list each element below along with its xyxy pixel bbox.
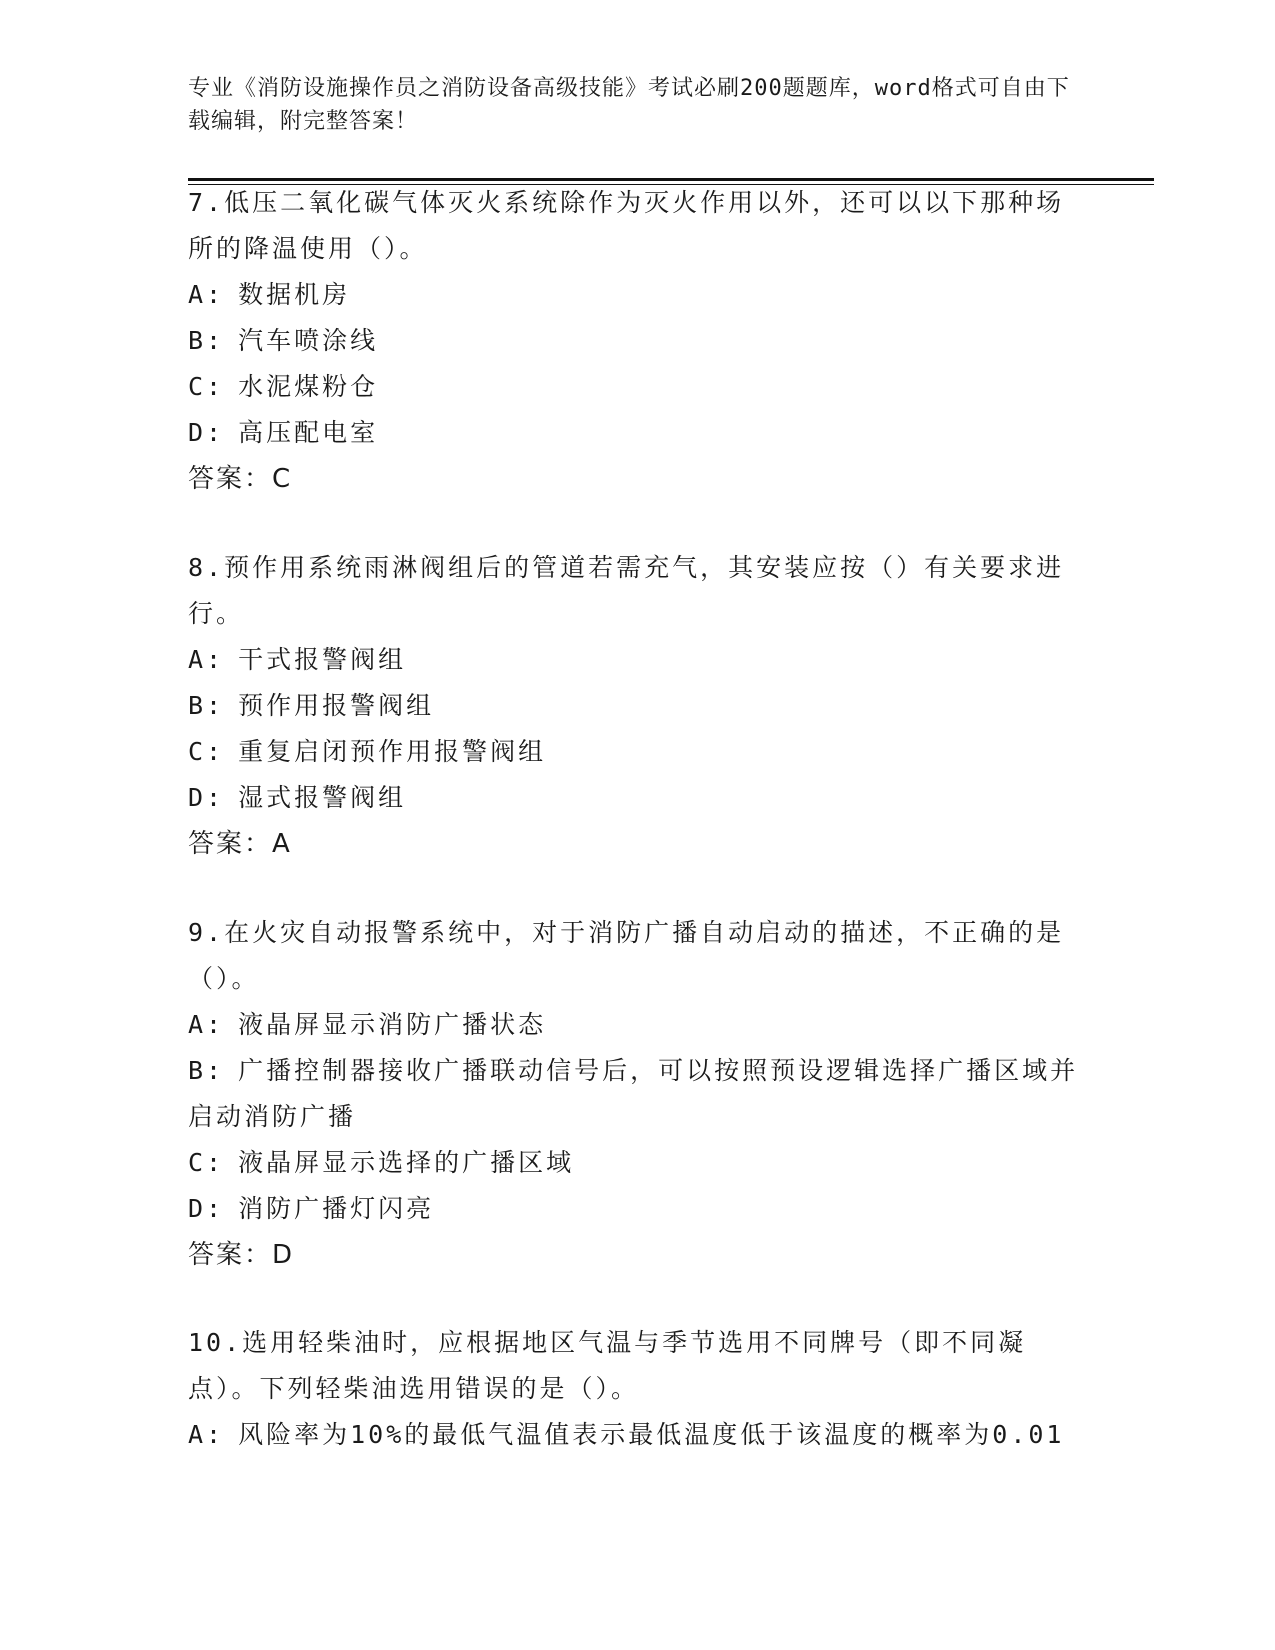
option-a bbox=[188, 637, 1088, 683]
option-letter: D: bbox=[188, 418, 225, 447]
question-8 bbox=[188, 545, 1088, 867]
option-text: 预作用报警阀组 bbox=[238, 691, 435, 720]
option-letter: A: bbox=[188, 1010, 225, 1039]
option-text: 液晶屏显示选择的广播区域 bbox=[238, 1148, 575, 1177]
option-letter: A: bbox=[188, 1420, 225, 1449]
answer: 答案：A bbox=[188, 829, 292, 859]
option-letter: B: bbox=[188, 326, 225, 355]
question-9 bbox=[188, 910, 1088, 1278]
option-b bbox=[188, 1048, 1088, 1140]
option-letter: C: bbox=[188, 372, 225, 401]
document-header: 专业《消防设施操作员之消防设备高级技能》考试必刷200题题库，word格式可自由下载编辑，附完整答案！ bbox=[188, 76, 1070, 134]
option-letter: C: bbox=[188, 1148, 225, 1177]
option-text: 湿式报警阀组 bbox=[238, 783, 407, 812]
option-text: 干式报警阀组 bbox=[238, 645, 407, 674]
option-text: 风险率为10%的最低气温值表示最低温度低于该温度的概率为0.01 bbox=[238, 1420, 1065, 1449]
option-text: 水泥煤粉仓 bbox=[238, 372, 379, 401]
question-stem: 10.选用轻柴油时，应根据地区气温与季节选用不同牌号（即不同凝点）。下列轻柴油选用错误的是（）。 bbox=[188, 1328, 1027, 1403]
option-b bbox=[188, 318, 1088, 364]
option-a bbox=[188, 272, 1088, 318]
option-d bbox=[188, 410, 1088, 456]
option-text: 汽车喷涂线 bbox=[238, 326, 379, 355]
option-letter: D: bbox=[188, 783, 225, 812]
question-7 bbox=[188, 180, 1088, 502]
option-c bbox=[188, 364, 1088, 410]
option-d bbox=[188, 1186, 1088, 1232]
option-c bbox=[188, 1140, 1088, 1186]
option-d bbox=[188, 775, 1088, 821]
option-letter: B: bbox=[188, 691, 225, 720]
option-c bbox=[188, 729, 1088, 775]
question-stem: 9.在火灾自动报警系统中，对于消防广播自动启动的描述，不正确的是（）。 bbox=[188, 918, 1065, 993]
option-text: 消防广播灯闪亮 bbox=[238, 1194, 435, 1223]
option-text: 广播控制器接收广播联动信号后，可以按照预设逻辑选择广播区域并启动消防广播 bbox=[188, 1056, 1079, 1131]
option-letter: A: bbox=[188, 280, 225, 309]
question-stem: 8.预作用系统雨淋阀组后的管道若需充气，其安装应按（）有关要求进行。 bbox=[188, 553, 1065, 628]
option-text: 高压配电室 bbox=[238, 418, 379, 447]
option-text: 液晶屏显示消防广播状态 bbox=[238, 1010, 547, 1039]
option-b bbox=[188, 683, 1088, 729]
option-letter: C: bbox=[188, 737, 225, 766]
option-text: 数据机房 bbox=[238, 280, 351, 309]
answer: 答案：C bbox=[188, 464, 293, 494]
option-text: 重复启闭预作用报警阀组 bbox=[238, 737, 547, 766]
answer: 答案：D bbox=[188, 1240, 295, 1270]
option-a bbox=[188, 1002, 1088, 1048]
option-letter: B: bbox=[188, 1056, 225, 1085]
question-10 bbox=[188, 1320, 1088, 1458]
option-letter: D: bbox=[188, 1194, 225, 1223]
option-a bbox=[188, 1412, 1088, 1458]
option-letter: A: bbox=[188, 645, 225, 674]
question-stem: 7.低压二氧化碳气体灭火系统除作为灭火作用以外，还可以以下那种场所的降温使用（）。 bbox=[188, 188, 1065, 263]
